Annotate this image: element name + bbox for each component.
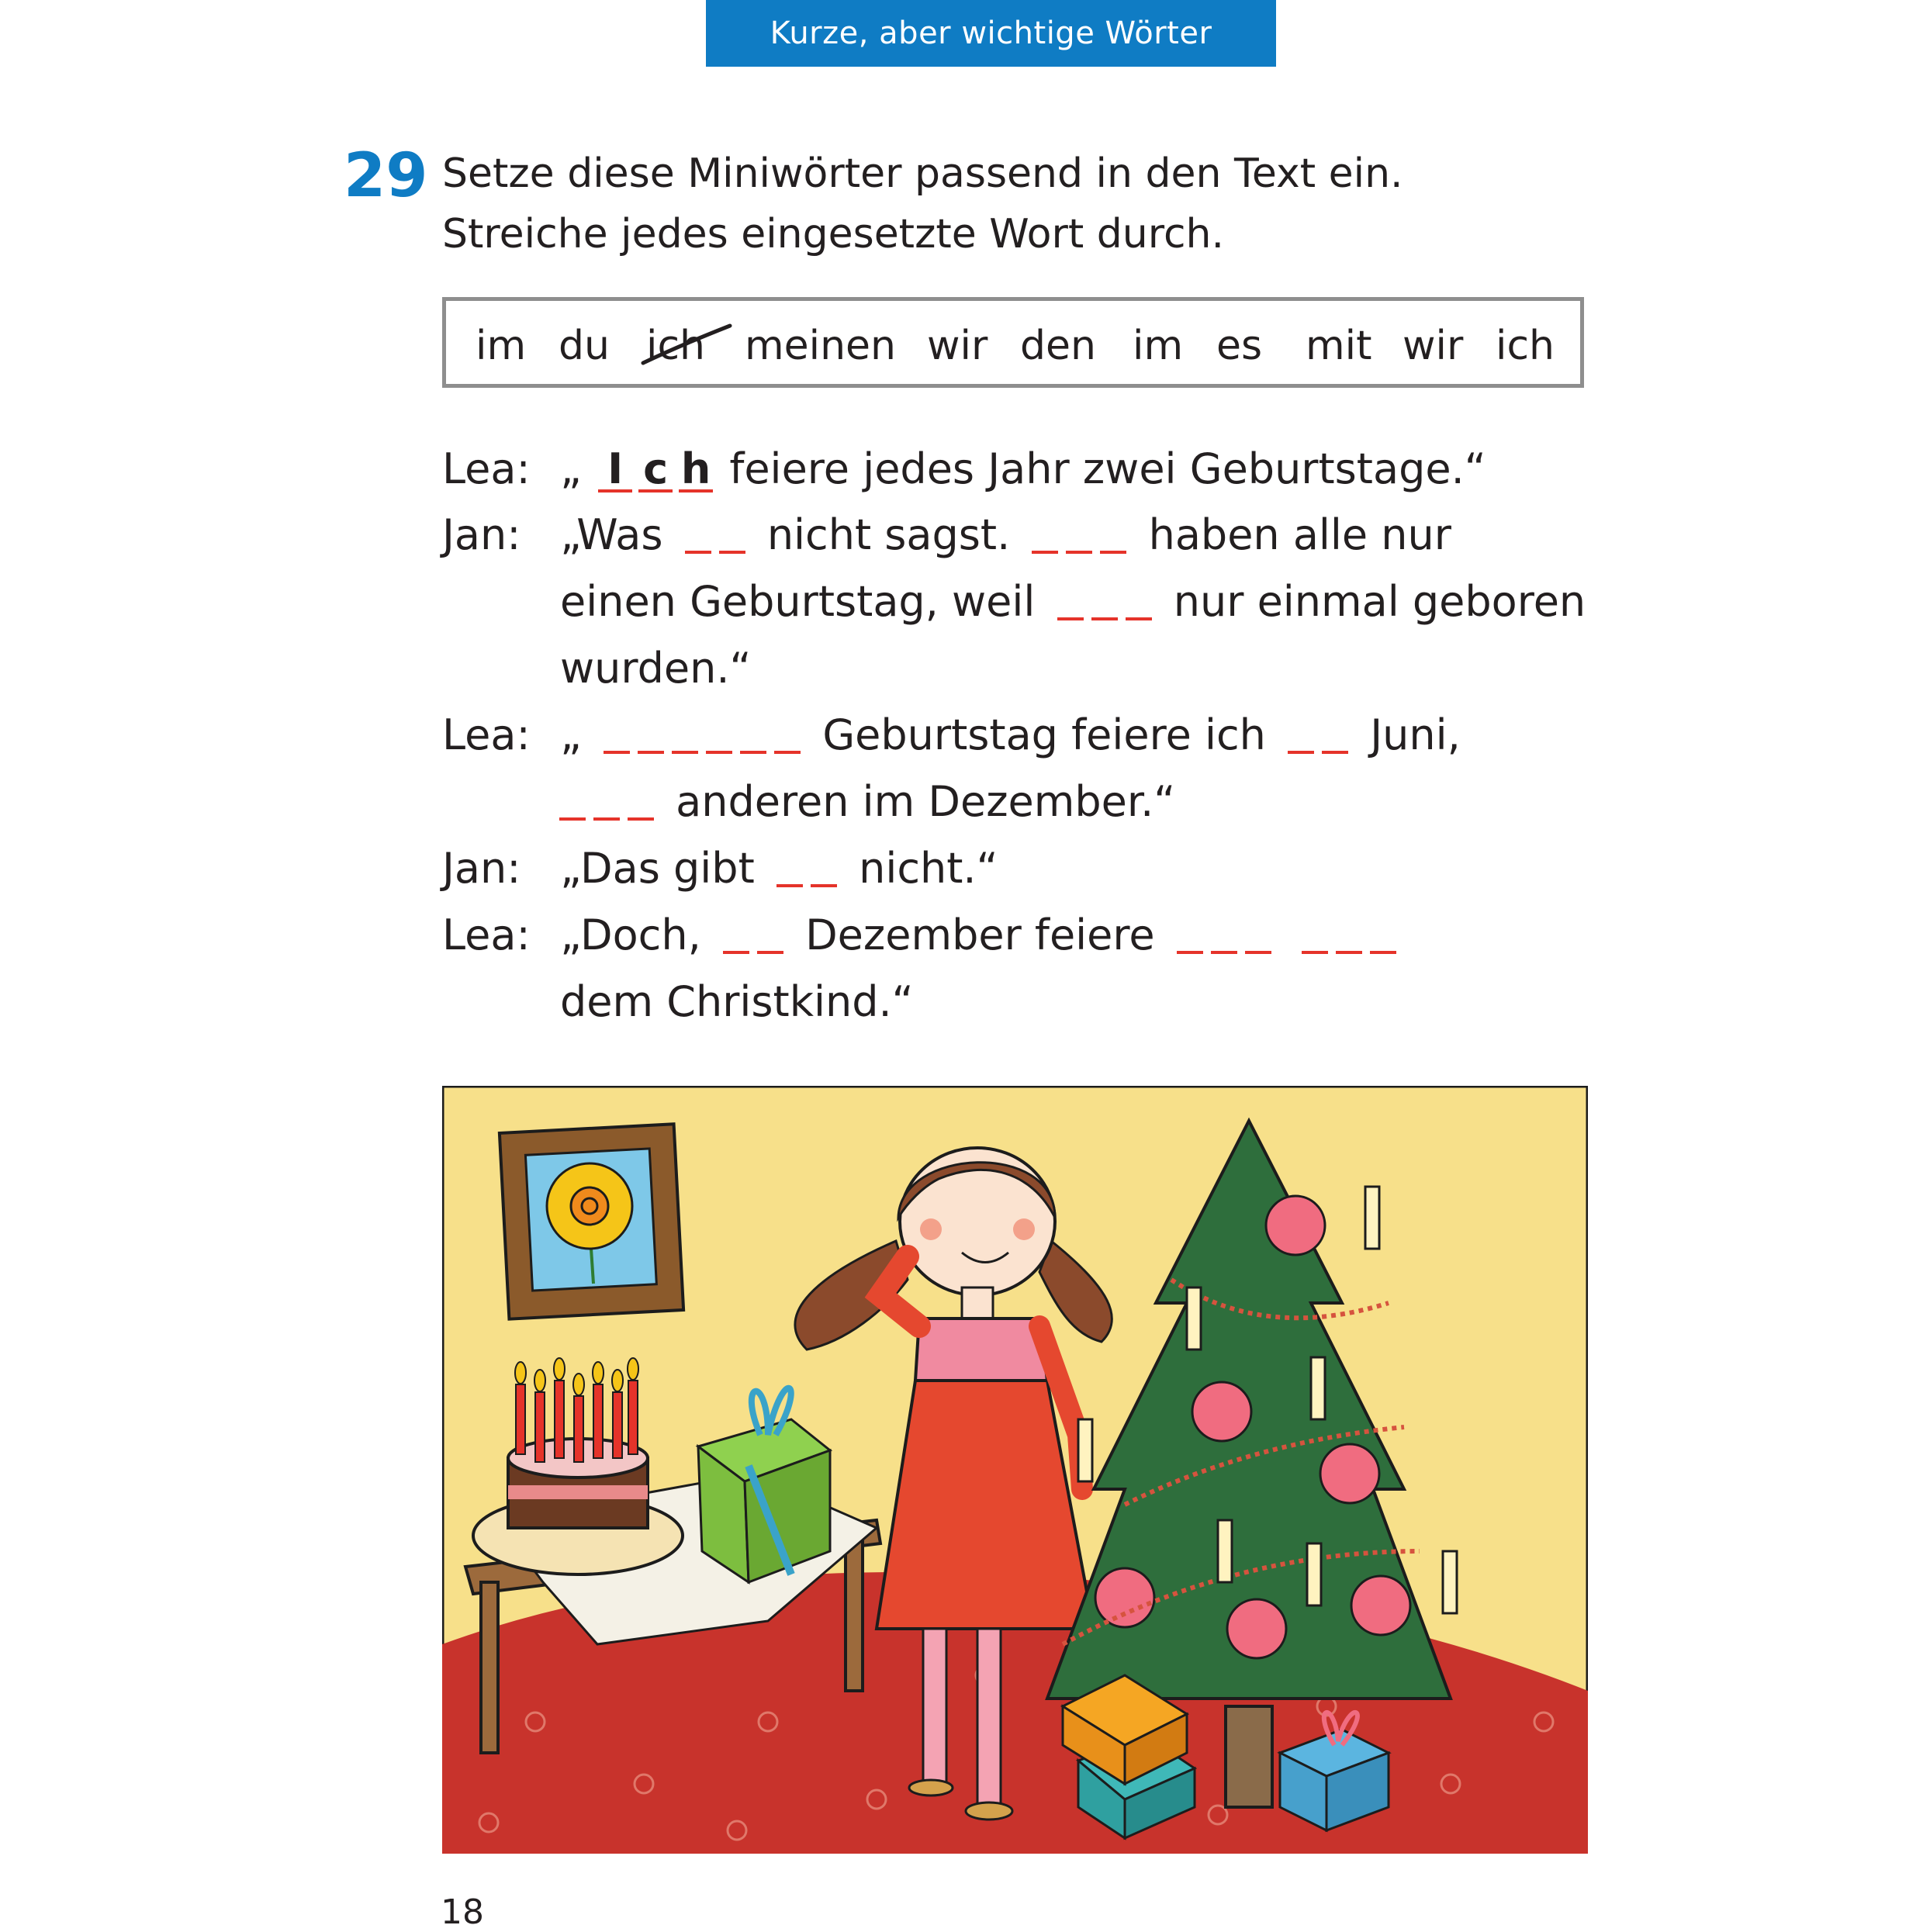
blank-field[interactable] <box>773 842 841 873</box>
speaker-label: Lea: <box>442 911 531 959</box>
christmas-birthday-illustration <box>442 1086 1588 1854</box>
word-bank-item: im <box>476 323 527 369</box>
word-bank-item-struck: ich <box>646 323 705 369</box>
task-number: 29 <box>344 141 428 211</box>
sunflower-picture <box>500 1124 683 1319</box>
word-bank-item: mit <box>1306 323 1372 369</box>
dialogue-text: haben alle nur <box>1148 510 1451 559</box>
dialogue-text: wurden.“ <box>560 644 752 693</box>
speaker-label: Lea: <box>442 444 531 493</box>
task-instructions <box>442 143 1403 264</box>
dialogue-text: anderen im Dezember.“ <box>676 777 1176 826</box>
blank-field[interactable] <box>1028 508 1130 539</box>
dialogue-line <box>560 775 1175 829</box>
word-bank-item: den <box>1020 323 1096 369</box>
dialogue-text: nicht.“ <box>859 844 998 893</box>
instruction-line-2: Streiche jedes eingesetzte Wort durch. <box>442 211 1225 257</box>
dialogue-line <box>560 975 914 1029</box>
blank-field[interactable] <box>1173 908 1275 939</box>
word-bank-item: wir <box>927 323 988 369</box>
section-title: Kurze, aber wichtige Wörter <box>770 16 1212 51</box>
dialogue-text: „Was <box>560 510 663 559</box>
page-number: 18 <box>441 1892 484 1932</box>
word-bank-item: ich <box>1496 323 1555 369</box>
dialogue-text: Dezember feiere <box>805 911 1155 959</box>
blank-field[interactable] <box>1284 708 1352 739</box>
quote-mark: „ <box>560 444 582 493</box>
blank-field[interactable] <box>681 508 749 539</box>
blank-field[interactable] <box>600 708 804 739</box>
word-bank-item: du <box>559 323 610 369</box>
blank-field[interactable] <box>555 775 658 806</box>
speaker-label: Lea: <box>442 710 531 759</box>
dialogue-text: „Doch, <box>560 911 701 959</box>
dialogue-text: nur einmal geboren <box>1173 577 1586 626</box>
blank-field[interactable] <box>1298 908 1400 939</box>
dialogue-text: dem Christkind.“ <box>560 977 914 1026</box>
section-header <box>706 0 1276 67</box>
word-bank-item: wir <box>1403 323 1464 369</box>
instruction-line-1: Setze diese Miniwörter passend in den Text ein. <box>442 150 1403 197</box>
strikethrough-mark <box>640 323 733 369</box>
dialogue-text: einen Geburtstag, weil <box>560 577 1036 626</box>
dialogue-text: nicht sagst. <box>766 510 1011 559</box>
dialogue-line <box>560 575 1586 629</box>
speaker-label: Jan: <box>442 510 521 559</box>
answer-letter: I <box>598 449 632 493</box>
dialogue-text: Geburtstag feiere ich <box>822 710 1266 759</box>
word-bank-item: meinen <box>745 323 896 369</box>
dialogue-text: feiere jedes Jahr zwei Geburtstage.“ <box>729 444 1486 493</box>
answer-letter: c <box>638 449 673 493</box>
quote-mark: „ <box>560 710 582 759</box>
blank-field[interactable] <box>719 908 787 939</box>
word-bank-item: im <box>1133 323 1184 369</box>
dialogue-text: „Das gibt <box>560 844 755 893</box>
dialogue-line <box>560 641 752 696</box>
word-bank-item: es <box>1216 323 1263 369</box>
word-bank-box <box>442 297 1584 388</box>
answer-letter: h <box>679 449 713 493</box>
blank-field[interactable] <box>1053 575 1156 606</box>
speaker-label: Jan: <box>442 844 521 893</box>
dialogue-text: Juni, <box>1370 710 1461 759</box>
